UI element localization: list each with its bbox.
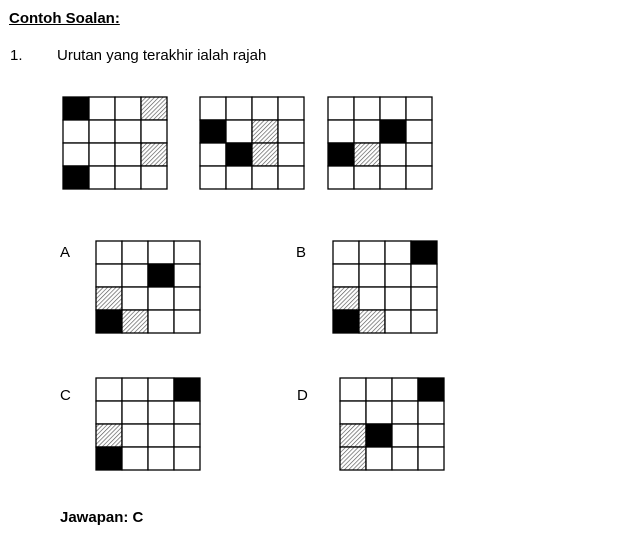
grid-cell-black — [174, 378, 200, 401]
grid-cell-white — [411, 264, 437, 287]
grid-cell-white — [252, 166, 278, 189]
grid-cell-white — [340, 378, 366, 401]
grid-cell-white — [148, 310, 174, 333]
grid-cell-white — [174, 447, 200, 470]
question-text: Urutan yang terakhir ialah rajah — [57, 47, 267, 64]
grid-cell-black — [96, 310, 122, 333]
grid-cell-white — [115, 143, 141, 166]
grid-cell-white — [333, 241, 359, 264]
grid-cell-black — [63, 166, 89, 189]
option-d-label: D — [297, 387, 308, 404]
grid-cell-white — [380, 143, 406, 166]
option-a-label: A — [60, 244, 71, 261]
grid-cell-white — [89, 166, 115, 189]
grid-cell-white — [278, 97, 304, 120]
grid-cell-white — [141, 166, 167, 189]
question-number: 1. — [10, 47, 23, 64]
sequence-grid-3 — [327, 96, 433, 190]
grid-cell-white — [63, 120, 89, 143]
grid-cell-white — [385, 241, 411, 264]
grid-cell-white — [380, 97, 406, 120]
grid-cell-black — [226, 143, 252, 166]
grid-cell-hatched — [333, 287, 359, 310]
sequence-grid-1 — [62, 96, 168, 190]
grid-cell-white — [148, 241, 174, 264]
sequence-grid-2 — [199, 96, 305, 190]
grid-cell-hatched — [354, 143, 380, 166]
grid-cell-white — [174, 401, 200, 424]
grid-cell-white — [174, 310, 200, 333]
grid-cell-white — [96, 264, 122, 287]
grid-cell-white — [278, 166, 304, 189]
grid-cell-white — [392, 424, 418, 447]
option-b-grid — [332, 240, 438, 334]
grid-cell-white — [148, 424, 174, 447]
grid-cell-white — [406, 143, 432, 166]
grid-cell-black — [148, 264, 174, 287]
grid-cell-white — [115, 120, 141, 143]
grid-cell-white — [115, 97, 141, 120]
grid-cell-white — [392, 447, 418, 470]
grid-cell-black — [200, 120, 226, 143]
grid-cell-white — [385, 287, 411, 310]
grid-cell-white — [89, 143, 115, 166]
grid-cell-black — [63, 97, 89, 120]
grid-cell-white — [63, 143, 89, 166]
grid-cell-white — [226, 166, 252, 189]
grid-cell-white — [359, 287, 385, 310]
grid-cell-black — [411, 241, 437, 264]
grid-cell-white — [122, 287, 148, 310]
option-c-grid — [95, 377, 201, 471]
grid-cell-white — [278, 143, 304, 166]
grid-cell-white — [226, 97, 252, 120]
grid-cell-white — [418, 424, 444, 447]
grid-cell-white — [122, 401, 148, 424]
grid-cell-white — [122, 378, 148, 401]
answer-text: Jawapan: C — [60, 509, 144, 526]
grid-cell-white — [174, 241, 200, 264]
grid-cell-white — [148, 378, 174, 401]
grid-cell-white — [366, 447, 392, 470]
grid-cell-black — [96, 447, 122, 470]
grid-cell-white — [96, 378, 122, 401]
option-b-label: B — [296, 244, 307, 261]
grid-cell-hatched — [141, 143, 167, 166]
grid-cell-white — [418, 401, 444, 424]
grid-cell-white — [406, 97, 432, 120]
grid-cell-white — [406, 120, 432, 143]
grid-cell-white — [340, 401, 366, 424]
grid-cell-white — [354, 97, 380, 120]
grid-cell-white — [122, 424, 148, 447]
grid-cell-white — [89, 120, 115, 143]
grid-cell-white — [380, 166, 406, 189]
grid-cell-white — [174, 424, 200, 447]
grid-cell-white — [252, 97, 278, 120]
grid-cell-white — [141, 120, 167, 143]
grid-cell-white — [392, 378, 418, 401]
grid-cell-black — [366, 424, 392, 447]
grid-cell-black — [328, 143, 354, 166]
grid-cell-black — [380, 120, 406, 143]
grid-cell-white — [122, 447, 148, 470]
grid-cell-white — [200, 143, 226, 166]
grid-cell-white — [328, 120, 354, 143]
grid-cell-hatched — [359, 310, 385, 333]
grid-cell-white — [418, 447, 444, 470]
option-a-grid — [95, 240, 201, 334]
grid-cell-white — [359, 241, 385, 264]
grid-cell-hatched — [340, 424, 366, 447]
grid-cell-white — [200, 97, 226, 120]
grid-cell-black — [333, 310, 359, 333]
grid-cell-white — [385, 310, 411, 333]
grid-cell-hatched — [122, 310, 148, 333]
grid-cell-white — [278, 120, 304, 143]
grid-cell-white — [89, 97, 115, 120]
example-heading: Contoh Soalan: — [9, 10, 120, 27]
grid-cell-white — [148, 401, 174, 424]
grid-cell-hatched — [141, 97, 167, 120]
grid-cell-hatched — [96, 287, 122, 310]
grid-cell-white — [328, 97, 354, 120]
grid-cell-white — [122, 241, 148, 264]
grid-cell-white — [359, 264, 385, 287]
grid-cell-black — [418, 378, 444, 401]
grid-cell-white — [226, 120, 252, 143]
option-d-grid — [339, 377, 445, 471]
grid-cell-white — [385, 264, 411, 287]
grid-cell-hatched — [252, 143, 278, 166]
grid-cell-white — [406, 166, 432, 189]
grid-cell-white — [115, 166, 141, 189]
grid-cell-white — [200, 166, 226, 189]
grid-cell-white — [333, 264, 359, 287]
grid-cell-white — [366, 401, 392, 424]
grid-cell-white — [174, 287, 200, 310]
grid-cell-white — [366, 378, 392, 401]
grid-cell-white — [122, 264, 148, 287]
grid-cell-white — [174, 264, 200, 287]
grid-cell-hatched — [96, 424, 122, 447]
grid-cell-hatched — [340, 447, 366, 470]
grid-cell-white — [148, 447, 174, 470]
grid-cell-white — [392, 401, 418, 424]
grid-cell-white — [328, 166, 354, 189]
grid-cell-white — [148, 287, 174, 310]
option-c-label: C — [60, 387, 71, 404]
grid-cell-white — [354, 166, 380, 189]
grid-cell-white — [411, 287, 437, 310]
grid-cell-white — [96, 401, 122, 424]
grid-cell-white — [96, 241, 122, 264]
grid-cell-hatched — [252, 120, 278, 143]
grid-cell-white — [354, 120, 380, 143]
grid-cell-white — [411, 310, 437, 333]
